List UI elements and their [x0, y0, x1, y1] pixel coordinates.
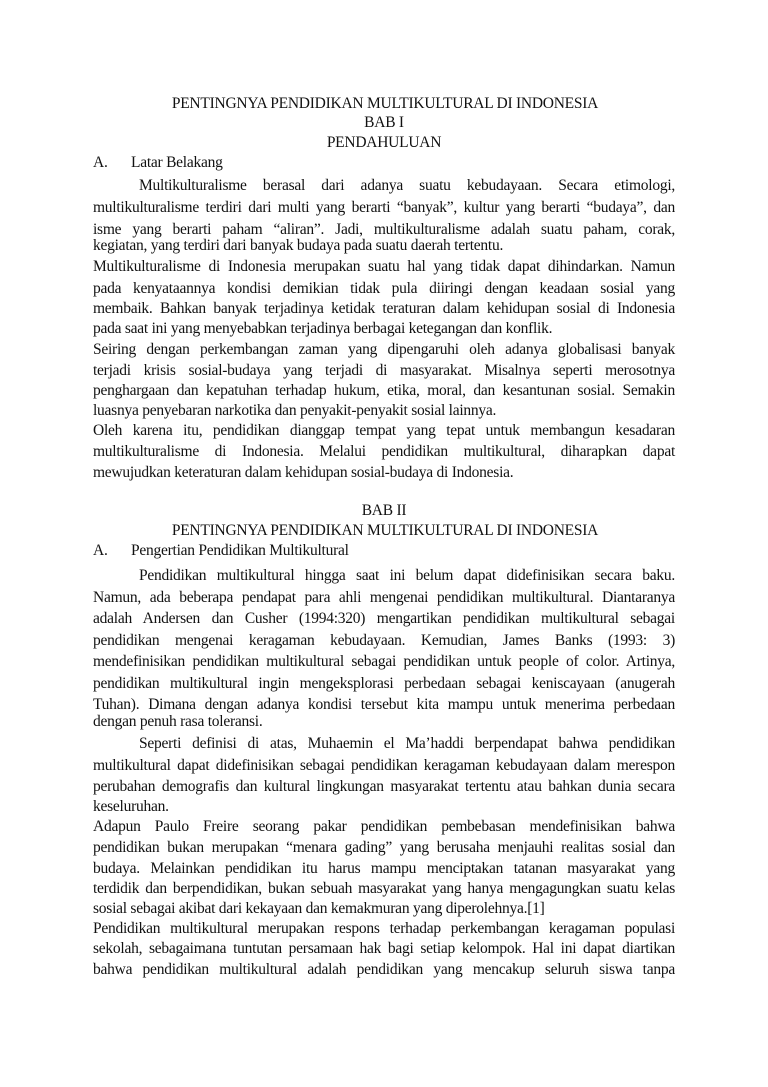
paragraph-line: bahwa pendidikan multikultural adalah pendidikan yang mencakup seluruh siswa tanpa	[93, 961, 675, 978]
paragraph-line: dengan penuh rasa toleransi.	[93, 713, 263, 730]
paragraph-line: penghargaan dan kepatuhan terhadap hukum, etika, moral, dan kesantunan sosial. Semakin	[93, 382, 675, 399]
paragraph-line: Adapun Paulo Freire seorang pakar pendidikan pembebasan mendefinisikan bahwa	[93, 818, 675, 835]
paragraph-line: perubahan demografis dan kultural lingkungan masyarakat tertentu atau bahkan dunia secara	[93, 778, 675, 795]
bab1-heading: PENDAHULUAN	[326, 134, 442, 151]
paragraph-line: Seperti definisi di atas, Muhaemin el Ma’haddi berpendapat bahwa pendidikan	[139, 735, 675, 752]
paragraph-line: Tuhan). Dimana dengan adanya kondisi tersebut kita mampu untuk menerima perbedaan	[93, 696, 675, 713]
section-title: Pengertian Pendidikan Multikultural	[131, 542, 349, 559]
section-number: A.	[93, 154, 108, 171]
paragraph-line: membaik. Bahkan banyak terjadinya ketidak teraturan dalam kehidupan sosial di Indonesia	[93, 300, 675, 317]
paragraph-line: adalah Andersen dan Cusher (1994:320) mengartikan pendidikan multikultural sebagai	[93, 610, 675, 627]
paragraph-line: isme yang berarti paham “aliran”. Jadi, multikulturalisme adalah suatu paham, corak,	[93, 221, 675, 238]
paragraph-line: multikultural dapat didefinisikan sebagai pendidikan keragaman kebudayaan dalam merespon	[93, 757, 675, 774]
paragraph-line: Pendidikan multikultural merupakan respons terhadap perkembangan keragaman populasi	[93, 920, 675, 937]
bab2-heading: PENTINGNYA PENDIDIKAN MULTIKULTURAL DI INDONESIA	[171, 522, 599, 539]
document-title: PENTINGNYA PENDIDIKAN MULTIKULTURAL DI INDONESIA	[171, 95, 599, 112]
paragraph-line: pendidikan mengenai keragaman kebudayaan. Kemudian, James Banks (1993: 3)	[93, 632, 675, 649]
paragraph-line: multikulturalisme terdiri dari multi yang berarti “banyak”, kultur yang berarti “budaya”, dan	[93, 199, 675, 216]
paragraph-line: Oleh karena itu, pendidikan dianggap tempat yang tepat untuk membangun kesadaran	[93, 422, 675, 439]
paragraph-line: pada saat ini yang menyebabkan terjadinya berbagai ketegangan dan konflik.	[93, 320, 553, 337]
paragraph-line: mewujudkan keteraturan dalam kehidupan sosial-budaya di Indonesia.	[93, 464, 514, 481]
paragraph-line: sosial sebagai akibat dari kekayaan dan kemakmuran yang diperolehnya.[1]	[93, 900, 545, 917]
section-title: Latar Belakang	[131, 154, 223, 171]
paragraph-line: keseluruhan.	[93, 798, 169, 815]
paragraph-line: kegiatan, yang terdiri dari banyak budaya pada suatu daerah tertentu.	[93, 237, 504, 254]
paragraph-line: pendidikan multikultural ingin mengeksplorasi perbedaan sebagai keniscayaan (anugerah	[93, 675, 675, 692]
bab1-label: BAB I	[364, 114, 404, 131]
paragraph-line: pendidikan bukan merupakan “menara gading” yang berusaha menjauhi realitas sosial dan	[93, 839, 675, 856]
paragraph-line: Pendidikan multikultural hingga saat ini belum dapat didefinisikan secara baku.	[139, 567, 675, 584]
paragraph-line: multikulturalisme di Indonesia. Melalui pendidikan multikultural, diharapkan dapat	[93, 443, 675, 460]
paragraph-line: terjadi krisis sosial-budaya yang terjadi di masyarakat. Misalnya seperti merosotnya	[93, 362, 675, 379]
paragraph-line: Multikulturalisme di Indonesia merupakan suatu hal yang tidak dapat dihindarkan. Namun	[93, 258, 675, 275]
bab2-label: BAB II	[361, 502, 407, 519]
section-number: A.	[93, 542, 108, 559]
paragraph-line: budaya. Melainkan pendidikan itu harus mampu menciptakan tatanan masyarakat yang	[93, 860, 675, 877]
paragraph-line: Seiring dengan perkembangan zaman yang dipengaruhi oleh adanya globalisasi banyak	[93, 341, 675, 358]
paragraph-line: Multikulturalisme berasal dari adanya suatu kebudayaan. Secara etimologi,	[139, 177, 675, 194]
paragraph-line: mendefinisikan pendidikan multikultural sebagai pendidikan untuk people of color. Artinya,	[93, 653, 675, 670]
paragraph-line: Namun, ada beberapa pendapat para ahli mengenai pendidikan multikultural. Diantaranya	[93, 589, 675, 606]
paragraph-line: sekolah, sebagaimana tuntutan persamaan hak bagi setiap kelompok. Hal ini dapat diartikan	[93, 940, 675, 957]
paragraph-line: pada kenyataannya kondisi demikian tidak pula diiringi dengan keadaan sosial yang	[93, 280, 675, 297]
paragraph-line: luasnya penyebaran narkotika dan penyakit-penyakit sosial lainnya.	[93, 402, 497, 419]
paragraph-line: terdidik dan berpendidikan, bukan sebuah masyarakat yang hanya mengagungkan suatu kelas	[93, 880, 675, 897]
